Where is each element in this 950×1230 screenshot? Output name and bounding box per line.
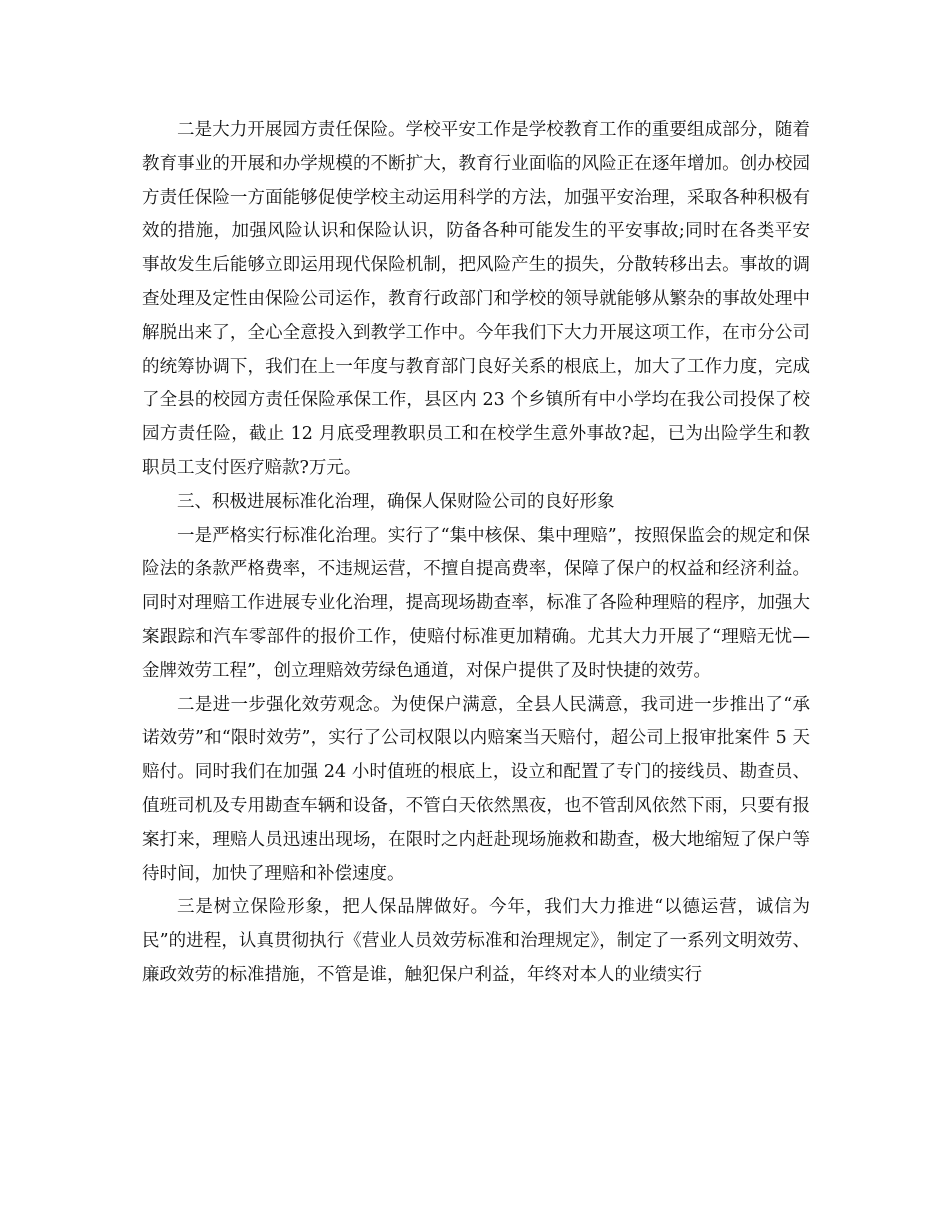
paragraph-insurance-image: 三是树立保险形象，把人保品牌做好。今年，我们大力推进“以德运营，诚信为民”的进程，认真贯彻执行《营业人员效劳标准和治理规定》，制定了一系列文明效劳、廉政效劳的标准措施，不管是谁，触犯保户利益，年终对本人的业绩实行 — [142, 897, 810, 985]
section-heading-standardized-management: 三、积极进展标准化治理，确保人保财险公司的良好形象 — [177, 491, 615, 512]
document-body — [142, 114, 810, 993]
paragraph-campus-liability-insurance: 二是大力开展园方责任保险。学校平安工作是学校教育工作的重要组成部分，随着教育事业的开展和办学规模的不断扩大，教育行业面临的风险正在逐年增加。创办校园方责任保险一方面能够促使学校主动运用科学的方法，加强平安治理，采取各种积极有效的措施，加强风险认识和保险认识，防备各种可能发生的平安事故;同时在各类平安事故发生后能够立即运用现代保险机制，把风险产生的损失，分散转移出去。事故的调查处理及定性由保险公司运作，教育行政部门和学校的领导就能够从繁杂的事故处理中解脱出来了，全心全意投入到教学工作中。今年我们下大力开展这项工作，在市分公司的统筹协调下，我们在上一年度与教育部门良好关系的根底上，加大了工作力度，完成了全县的校园方责任保险承保工作，县区内 23 个乡镇所有中小学均在我公司投保了校园方责任险，截止 12 月底受理教职员工和在校学生意外事故?起，已为出险学生和教职员工支付医疗赔款?万元。 — [142, 120, 810, 478]
paragraph-service-concept: 二是进一步强化效劳观念。为使保户满意，全县人民满意，我司进一步推出了“承诺效劳”和“限时效劳”，实行了公司权限以内赔案当天赔付，超公司上报审批案件 5 天赔付。同时我们在加强 24 小时值班的根底上，设立和配置了专门的接线员、勘查员、值班司机及专用勘查车辆和设备，不管白天依然黑夜，也不管刮风依然下雨，只要有报案打来，理赔人员迅速出现场，在限时之内赶赴现场施救和勘查，极大地缩短了保户等待时间，加快了理赔和补偿速度。 — [142, 694, 810, 884]
paragraph-strict-standard-management: 一是严格实行标准化治理。实行了“集中核保、集中理赔”，按照保监会的规定和保险法的条款严格费率，不违规运营，不擅自提高费率，保障了保户的权益和经济利益。同时对理赔工作进展专业化治理，提高现场勘查率，标准了各险种理赔的程序，加强大案跟踪和汽车零部件的报价工作，使赔付标准更加精确。尤其大力开展了“理赔无忧—金牌效劳工程”，创立理赔效劳绿色通道，对保户提供了及时快捷的效劳。 — [142, 525, 810, 681]
